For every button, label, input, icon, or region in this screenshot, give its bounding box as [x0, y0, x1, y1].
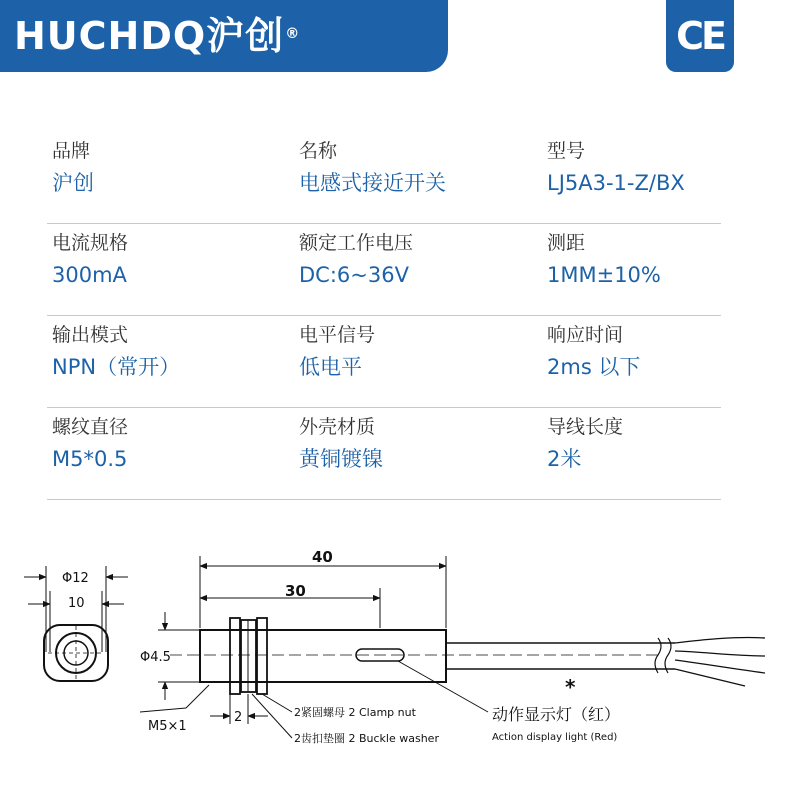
spec-label: 品牌: [52, 140, 91, 162]
spec-label: 输出模式: [52, 324, 129, 346]
spec-value: LJ5A3-1-Z/BX: [547, 171, 685, 195]
dim-30-label: 30: [285, 582, 306, 600]
spec-value: 电感式接近开关: [299, 171, 446, 195]
indicator-star: *: [565, 675, 576, 699]
spec-cell-current: [52, 224, 128, 290]
spec-value: 1MM±10%: [547, 263, 661, 287]
ce-certification-badge: CE: [666, 0, 734, 72]
spec-label: 响应时间: [547, 324, 624, 346]
indicator-label-en: Action display light (Red): [492, 732, 618, 743]
spec-value: DC:6~36V: [299, 263, 409, 287]
clamp-nut-label: 2紧固螺母 2 Clamp nut: [294, 706, 416, 719]
spec-value: NPN（常开）: [52, 355, 181, 379]
buckle-washer-label: 2齿扣垫圈 2 Buckle washer: [294, 732, 439, 745]
spec-value: 300mA: [52, 263, 127, 287]
spec-value: 沪创: [52, 171, 94, 195]
spec-value: 2米: [547, 447, 582, 471]
spec-label: 外壳材质: [299, 416, 376, 438]
dim-phi45-label: Φ4.5: [140, 650, 171, 665]
spec-label: 测距: [547, 232, 586, 254]
dim-10-label: 10: [68, 596, 85, 611]
spec-label: 额定工作电压: [299, 232, 414, 254]
dimension-drawing: [0, 520, 800, 800]
spec-label: 型号: [547, 140, 586, 162]
spec-label: 名称: [299, 140, 338, 162]
spec-cell-cable-length: [547, 408, 623, 474]
indicator-label-cn: 动作显示灯（红）: [492, 705, 621, 724]
spec-cell-voltage: [299, 224, 413, 290]
brand-banner: [0, 0, 448, 72]
dim-2-label: 2: [234, 710, 243, 725]
spec-label: 电流规格: [52, 232, 129, 254]
dim-40-label: 40: [312, 548, 333, 566]
spec-value: M5*0.5: [52, 447, 128, 471]
spec-cell-thread: [52, 408, 128, 474]
spec-cell-name: [299, 132, 446, 198]
spec-row: [47, 132, 721, 224]
dim-m5-label: M5×1: [148, 719, 187, 734]
spec-cell-output-mode: [52, 316, 180, 382]
spec-row: [47, 408, 721, 500]
spec-label: 螺纹直径: [52, 416, 129, 438]
spec-cell-distance: [547, 224, 661, 290]
spec-cell-model: [547, 132, 685, 198]
spec-cell-level-signal: [299, 316, 375, 382]
brand-name: HUCHDQ沪创: [14, 14, 285, 58]
spec-row: [47, 224, 721, 316]
spec-table: [47, 132, 721, 500]
dim-phi12-label: Φ12: [62, 571, 89, 586]
spec-value: 2ms 以下: [547, 355, 641, 379]
spec-label: 导线长度: [547, 416, 624, 438]
spec-label: 电平信号: [299, 324, 376, 346]
registered-mark: ®: [285, 26, 301, 42]
brand-logo: [14, 13, 300, 59]
spec-row: [47, 316, 721, 408]
spec-cell-brand: [52, 132, 94, 198]
spec-cell-housing: [299, 408, 383, 474]
spec-value: 黄铜镀镍: [299, 447, 383, 471]
spec-value: 低电平: [299, 355, 362, 379]
spec-cell-response-time: [547, 316, 640, 382]
